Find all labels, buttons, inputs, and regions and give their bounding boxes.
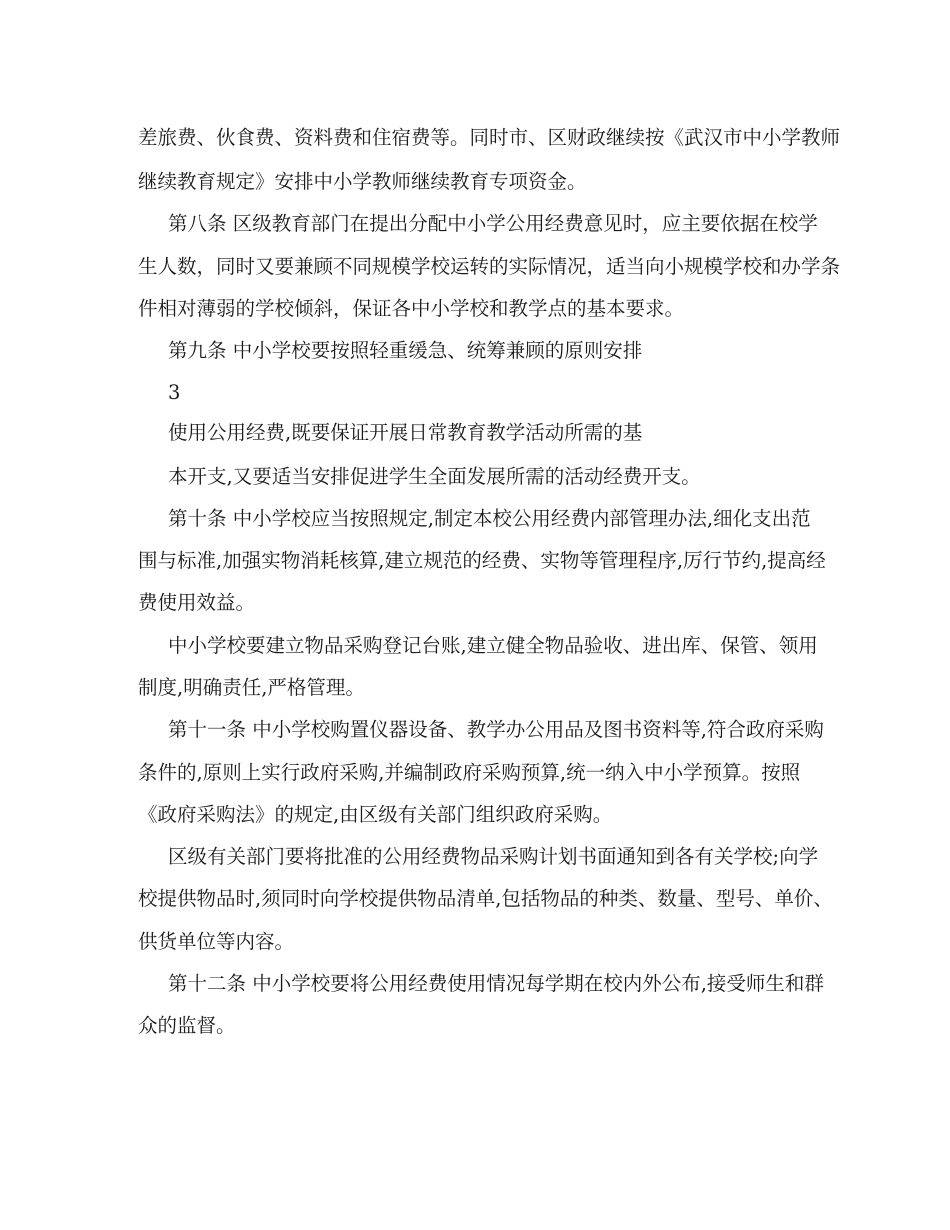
article-8-line-2: 生人数，同时又要兼顾不同规模学校运转的实际情况，适当向小规模学校和办学条 [138, 255, 841, 278]
article-9-line-1: 第九条 中小学校要按照轻重缓急、统筹兼顾的原则安排 [168, 339, 643, 362]
article-10-para-2-line-1: 中小学校要建立物品采购登记台账,建立健全物品验收、进出库、保管、领用 [168, 634, 818, 657]
article-11-line-2: 条件的,原则上实行政府采购,并编制政府采购预算,统一纳入中小学预算。按照 [138, 761, 801, 784]
text-line-continuation: 继续教育规定》安排中小学教师继续教育专项资金。 [138, 170, 587, 193]
article-10-line-1: 第十条 中小学校应当按照规定,制定本校公用经费内部管理办法,细化支出范 [168, 507, 811, 530]
article-11-para-2-line-1: 区级有关部门要将批准的公用经费物品采购计划书面通知到各有关学校;向学 [168, 845, 819, 868]
article-8-line-3: 件相对薄弱的学校倾斜，保证各中小学校和教学点的基本要求。 [138, 297, 685, 320]
article-11-line-1: 第十一条 中小学校购置仪器设备、教学办公用品及图书资料等,符合政府采购 [168, 718, 824, 741]
article-11-para-2-line-2: 校提供物品时,须同时向学校提供物品清单,包括物品的种类、数量、型号、单价、 [138, 887, 833, 910]
article-10-line-3: 费使用效益。 [138, 591, 256, 614]
page-number: 3 [168, 381, 181, 404]
article-11-para-2-line-3: 供货单位等内容。 [138, 930, 295, 953]
article-12-line-2: 众的监督。 [138, 1014, 236, 1037]
article-10-line-2: 围与标准,加强实物消耗核算,建立规范的经费、实物等管理程序,厉行节约,提高经 [138, 549, 826, 572]
article-11-line-3: 《政府采购法》的规定,由区级有关部门组织政府采购。 [138, 803, 613, 826]
article-9-line-2: 使用公用经费,既要保证开展日常教育教学活动所需的基 [168, 421, 643, 444]
article-12-line-1: 第十二条 中小学校要将公用经费使用情况每学期在校内外公布,接受师生和群 [168, 972, 824, 995]
article-9-line-3: 本开支,又要适当安排促进学生全面发展所需的活动经费开支。 [168, 465, 701, 488]
article-8-line-1: 第八条 区级教育部门在提出分配中小学公用经费意见时，应主要依据在校学 [168, 212, 818, 235]
text-line-continuation: 差旅费、伙食费、资料费和住宿费等。同时市、区财政继续按《武汉市中小学教师 [138, 126, 841, 149]
article-10-para-2-line-2: 制度,明确责任,严格管理。 [138, 676, 365, 699]
